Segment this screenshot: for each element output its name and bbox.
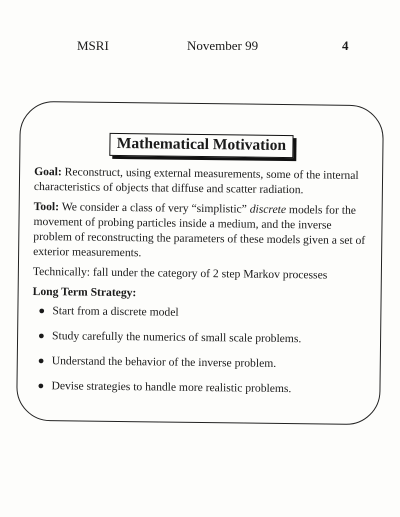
- header-venue: MSRI: [77, 38, 109, 53]
- tool-label: Tool:: [33, 199, 60, 214]
- title-wrapper: [20, 132, 382, 159]
- page-header: [0, 38, 400, 58]
- list-item: [38, 303, 368, 323]
- strategy-list: [31, 303, 368, 398]
- list-item: [38, 328, 368, 348]
- tool-paragraph: [33, 199, 370, 263]
- tool-emphasis: discrete: [249, 202, 287, 217]
- tool-text-after: models for the movement of probing particles inside a medium, and the inverse problem of reconstructing the parameters of these models given a set of exterior measurements.: [33, 203, 366, 260]
- list-item-text: Study carefully the numerics of small scale problems.: [52, 329, 302, 346]
- goal-label: Goal:: [34, 164, 62, 179]
- list-item-text: Understand the behavior of the inverse problem.: [51, 354, 277, 370]
- tool-text-before: We consider a class of very “simplistic”: [61, 200, 250, 216]
- slide-content: [31, 164, 370, 407]
- strategy-heading: Long Term Strategy:: [32, 284, 137, 300]
- list-item-text: Devise strategies to handle more realistic problems.: [51, 379, 292, 396]
- list-item: [38, 353, 368, 373]
- goal-text: Reconstruct, using external measurements, some of the internal characteristics of objects that diffuse and scatter radiation.: [33, 165, 359, 197]
- page-number: 4: [342, 38, 349, 53]
- list-item: [37, 378, 367, 398]
- list-item-text: Start from a discrete model: [52, 304, 179, 319]
- slide-panel: [16, 101, 384, 425]
- technically-paragraph: Technically: fall under the category of 2 step Markov processes: [32, 264, 328, 282]
- bullet-icon: ●: [37, 355, 45, 368]
- slide-title: Mathematical Motivation: [110, 133, 293, 158]
- header-date: November 99: [187, 38, 259, 53]
- goal-paragraph: [34, 164, 370, 198]
- bullet-icon: ●: [38, 330, 45, 343]
- bullet-icon: ●: [37, 380, 45, 393]
- bullet-icon: ●: [38, 305, 46, 318]
